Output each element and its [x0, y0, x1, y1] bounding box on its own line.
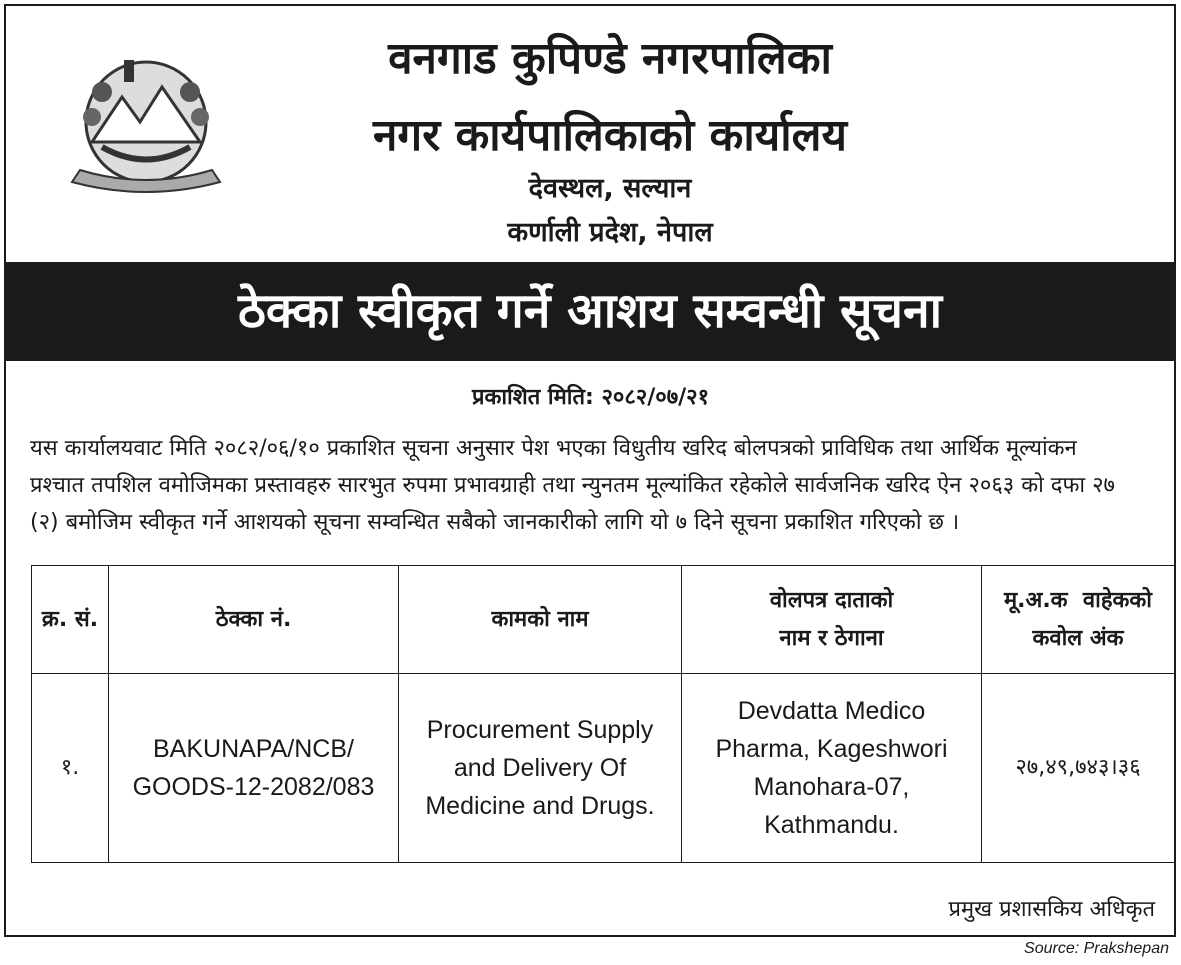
bidder-line: Devdatta Medico	[737, 697, 926, 725]
published-date: प्रकाशित मिति: २०८२/०७/२१	[471, 385, 710, 410]
header-contract-no: ठेक्का नं.	[109, 566, 399, 674]
contract-table	[31, 565, 1175, 863]
header-bidder-line: नाम र ठेगाना	[779, 625, 884, 651]
cell-sn: १.	[32, 674, 109, 863]
header-bidder-line: वोलपत्र दाताको	[769, 587, 894, 613]
header-amount-line: मू.अ.क वाहेकको	[1004, 587, 1152, 613]
cell-contract-no	[109, 674, 399, 863]
notice-body	[30, 430, 1160, 541]
table-header-row	[32, 566, 1175, 674]
bidder-line: Pharma, Kageshwori	[715, 735, 948, 763]
notice-title-banner: ठेक्का स्वीकृत गर्ने आशय सम्वन्धी सूचना	[4, 262, 1176, 361]
body-line: यस कार्यालयवाट मिति २०८२/०६/१० प्रकाशित सूचना अनुसार पेश भएका विधुतीय खरिद बोलपत्रको प्राविधिक तथा आर्थिक मूल्यांकन	[30, 436, 1077, 461]
bidder-line: Kathmandu.	[764, 811, 899, 839]
work-line: Procurement Supply	[426, 716, 654, 744]
source-credit: Source: Prakshepan	[1024, 940, 1169, 957]
address-line-2: कर्णाली प्रदेश, नेपाल	[507, 217, 713, 248]
contract-no-line: BAKUNAPA/NCB/	[153, 735, 354, 763]
work-line: and Delivery Of	[453, 754, 627, 782]
office-name: नगर कार्यपालिकाको कार्यालय	[373, 110, 847, 161]
municipality-name: वनगाड कुपिण्डे नगरपालिका	[388, 33, 832, 84]
table-row	[32, 674, 1175, 863]
bidder-line: Manohara-07,	[753, 773, 910, 801]
header-bidder	[682, 566, 982, 674]
cell-amount: २७,४९,७४३।३६	[982, 674, 1175, 863]
work-line: Medicine and Drugs.	[425, 792, 655, 820]
header-amount	[982, 566, 1175, 674]
contract-no-line: GOODS-12-2082/083	[132, 773, 375, 801]
nepal-emblem-icon	[62, 52, 230, 202]
cell-work-name	[399, 674, 682, 863]
cell-bidder	[682, 674, 982, 863]
header-sn: क्र. सं.	[32, 566, 109, 674]
header-amount-line: कवोल अंक	[1032, 625, 1124, 651]
body-line: प्रश्चात तपशिल वमोजिमका प्रस्तावहरु सारभुत रुपमा प्रभावग्राही तथा न्युनतम मूल्यांकित रहेकोले सार्वजनिक खरिद ऐन २०६३ को दफा २७	[30, 473, 1115, 498]
body-line: (२) बमोजिम स्वीकृत गर्ने आशयको सूचना सम्वन्धित सबैको जानकारीको लागि यो ७ दिने सूचना प्रकाशित गरिएको छ ।	[30, 510, 960, 535]
address-line-1: देवस्थल, सल्यान	[528, 173, 692, 204]
signer-title: प्रमुख प्रशासकिय अधिकृत	[948, 897, 1155, 922]
header-work-name: कामको नाम	[399, 566, 682, 674]
